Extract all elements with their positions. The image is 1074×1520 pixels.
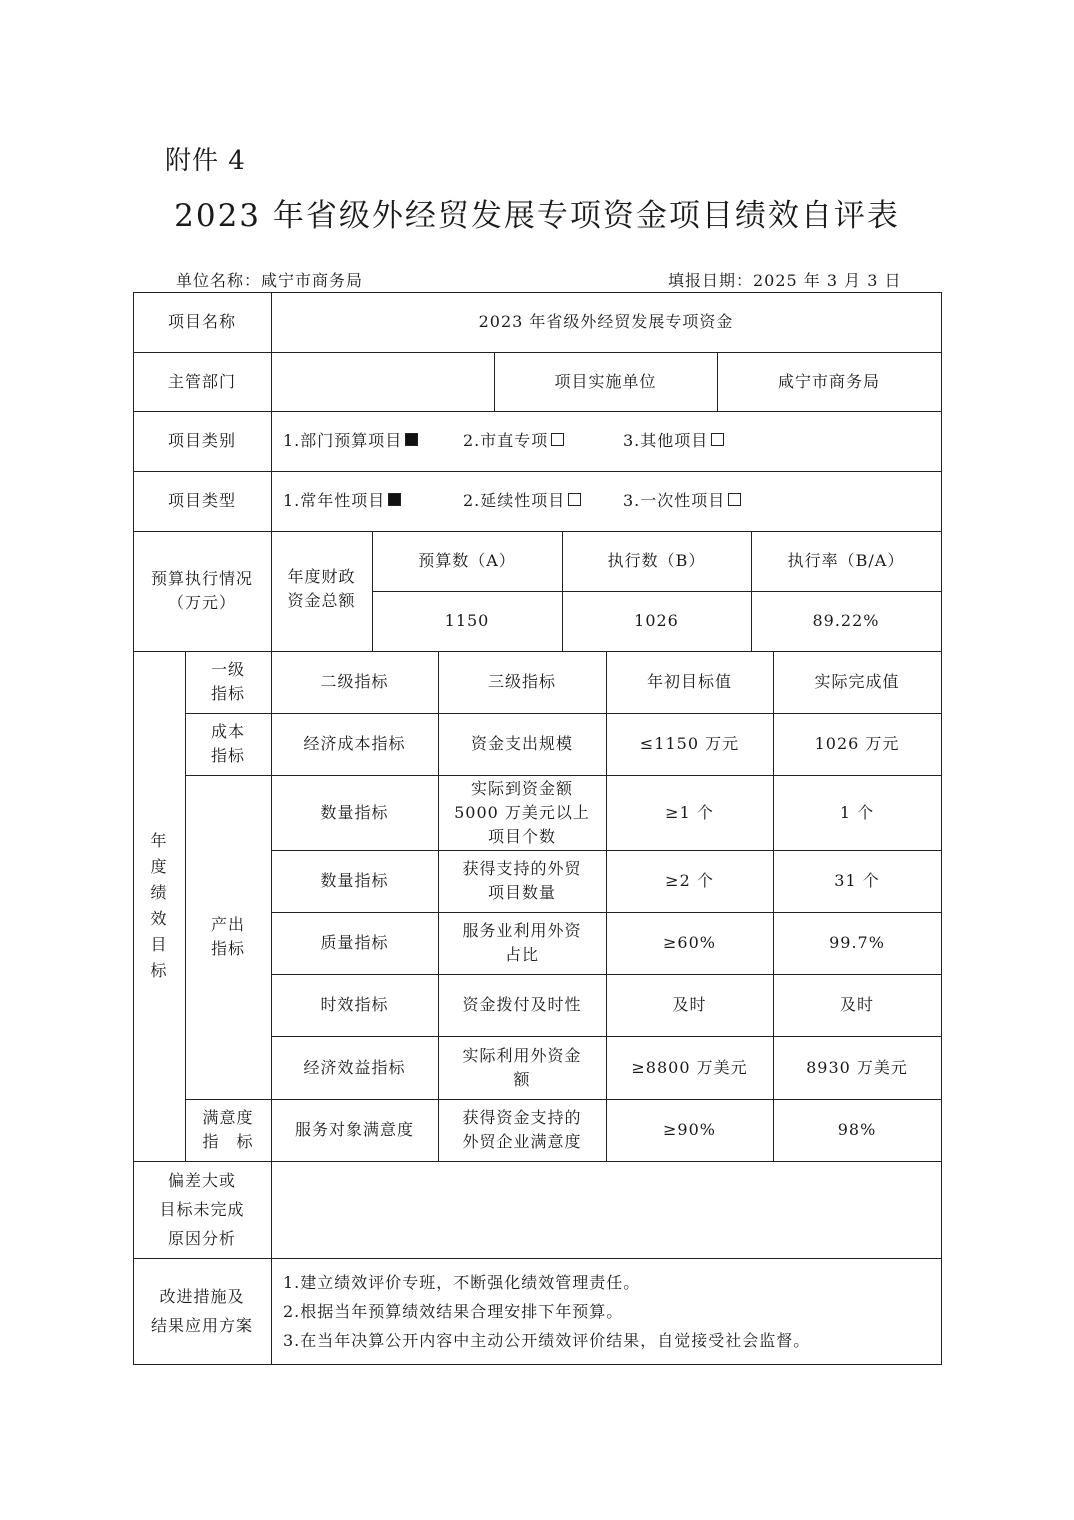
target-cell: ≥8800 万美元 — [631, 1057, 748, 1077]
header-target: 年初目标值 — [646, 672, 732, 691]
checked-box-icon — [405, 433, 418, 446]
header-level1: 一级 指标 — [210, 660, 245, 703]
budget-header-rate: 执行率（B/A） — [787, 551, 905, 570]
level2-cell: 质量指标 — [320, 933, 389, 952]
level1-cost: 成本 指标 — [210, 722, 245, 765]
improvement-item: 2.根据当年预算绩效结果合理安排下年预算。 — [283, 1302, 624, 1321]
level2-cell: 时效指标 — [320, 995, 389, 1014]
type-option-3[interactable]: 3.一次性项目 — [623, 489, 741, 513]
actual-cell: 31 个 — [834, 871, 880, 890]
type-option-2[interactable]: 2.延续性项目 — [463, 489, 623, 513]
budget-value-a: 1150 — [444, 611, 490, 630]
level1-output: 产出 指标 — [210, 915, 245, 958]
level3-cell: 服务业利用外资 占比 — [462, 921, 582, 964]
target-cell: ≤1150 万元 — [639, 734, 740, 753]
level3-cell: 实际到资金额 5000 万美元以上 项目个数 — [454, 778, 590, 846]
level3-cell: 资金支出规模 — [470, 734, 573, 753]
department-label: 主管部门 — [167, 371, 236, 391]
level3-cell: 获得资金支持的 外贸企业满意度 — [462, 1108, 582, 1151]
actual-cell: 98% — [837, 1120, 877, 1139]
unchecked-box-icon — [568, 493, 581, 506]
level2-cell: 数量指标 — [320, 802, 389, 822]
header-level3: 三级指标 — [487, 672, 556, 691]
actual-cell: 99.7% — [829, 933, 885, 952]
project-category-label: 项目类别 — [167, 431, 236, 450]
impl-unit-label: 项目实施单位 — [554, 371, 657, 391]
actual-cell: 8930 万美元 — [806, 1057, 908, 1077]
budget-header-b: 执行数（B） — [607, 551, 706, 570]
target-cell: ≥1 个 — [665, 802, 714, 822]
project-name-value: 2023 年省级外经贸发展专项资金 — [478, 312, 734, 331]
project-type-label: 项目类型 — [167, 491, 236, 510]
header-actual: 实际完成值 — [814, 672, 900, 691]
budget-value-rate: 89.22% — [812, 611, 880, 630]
department-value — [271, 352, 494, 411]
attachment-label: 附件 4 — [165, 146, 246, 176]
page-title: 2023 年省级外经贸发展专项资金项目绩效自评表 — [174, 198, 900, 234]
unchecked-box-icon — [711, 433, 724, 446]
actual-cell: 1026 万元 — [814, 734, 900, 753]
category-option-3[interactable]: 3.其他项目 — [623, 429, 724, 453]
type-option-1[interactable]: 1.常年性项目 — [283, 489, 463, 513]
target-cell: ≥60% — [663, 933, 716, 952]
category-option-1[interactable]: 1.部门预算项目 — [283, 429, 463, 453]
budget-sub-label: 年度财政 资金总额 — [287, 567, 356, 610]
level2-cell: 经济效益指标 — [303, 1057, 406, 1077]
actual-cell: 及时 — [839, 995, 874, 1014]
deviation-value — [271, 1161, 941, 1258]
budget-value-b: 1026 — [634, 611, 679, 630]
deviation-label: 偏差大或 目标未完成 原因分析 — [159, 1171, 245, 1248]
level2-cell: 经济成本指标 — [303, 734, 406, 753]
project-category-options — [271, 411, 941, 471]
project-type-options — [271, 471, 941, 531]
unchecked-box-icon — [551, 433, 564, 446]
budget-label: 预算执行情况 （万元） — [150, 569, 253, 612]
unit-name: 单位名称：咸宁市商务局 — [176, 271, 364, 290]
target-cell: ≥2 个 — [665, 871, 714, 890]
level2-cell: 服务对象满意度 — [294, 1120, 414, 1139]
annual-goals-label: 年 度 绩 效 目 标 — [150, 831, 168, 980]
actual-cell: 1 个 — [839, 802, 875, 822]
category-option-2[interactable]: 2.市直专项 — [463, 429, 623, 453]
checked-box-icon — [388, 493, 401, 506]
budget-header-a: 预算数（A） — [418, 551, 516, 570]
impl-unit-value: 咸宁市商务局 — [777, 371, 880, 391]
level3-cell: 获得支持的外贸 项目数量 — [462, 859, 582, 902]
improvement-list — [283, 1268, 810, 1355]
level1-satisfaction: 满意度 指 标 — [202, 1108, 254, 1151]
target-cell: 及时 — [672, 995, 707, 1014]
level3-cell: 资金拨付及时性 — [462, 995, 582, 1014]
fill-date: 填报日期：2025 年 3 月 3 日 — [668, 271, 902, 290]
improvement-item: 1.建立绩效评价专班，不断强化绩效管理责任。 — [283, 1273, 641, 1292]
target-cell: ≥90% — [663, 1120, 716, 1139]
unchecked-box-icon — [728, 493, 741, 506]
improvement-label: 改进措施及 结果应用方案 — [150, 1287, 253, 1335]
header-level2: 二级指标 — [320, 672, 389, 691]
improvement-item: 3.在当年决算公开内容中主动公开绩效评价结果，自觉接受社会监督。 — [283, 1331, 811, 1350]
project-name-label: 项目名称 — [167, 312, 236, 331]
level2-cell: 数量指标 — [320, 871, 389, 890]
level3-cell: 实际利用外资金 额 — [462, 1045, 582, 1089]
